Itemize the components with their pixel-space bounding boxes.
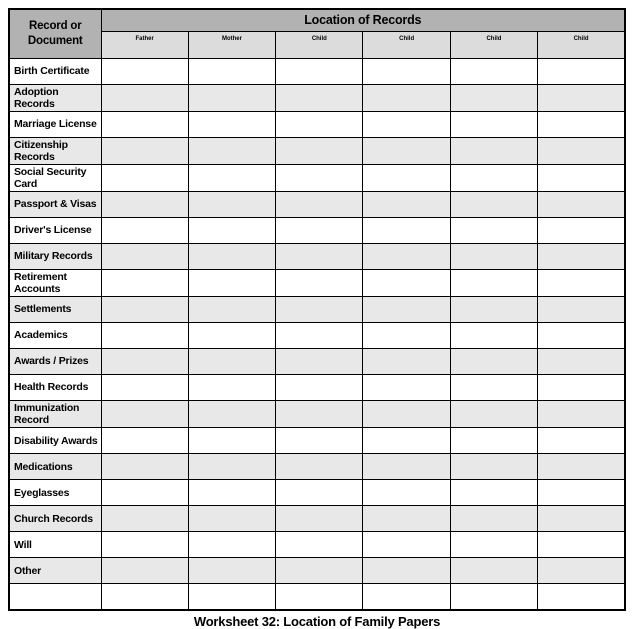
- record-label: Passport & Visas: [9, 191, 101, 217]
- table-row: [9, 454, 625, 480]
- record-location-cell[interactable]: [101, 480, 188, 506]
- record-location-cell[interactable]: [450, 243, 537, 269]
- record-location-cell[interactable]: [276, 480, 363, 506]
- record-label: Social Security Card: [9, 164, 101, 191]
- record-location-cell[interactable]: [276, 137, 363, 164]
- record-location-cell[interactable]: [276, 297, 363, 323]
- table-row: [9, 428, 625, 454]
- record-location-cell[interactable]: [276, 454, 363, 480]
- record-location-cell[interactable]: [101, 428, 188, 454]
- record-location-cell[interactable]: [101, 558, 188, 584]
- record-location-cell[interactable]: [188, 111, 275, 137]
- record-location-cell[interactable]: [450, 401, 537, 428]
- record-location-cell[interactable]: [538, 375, 625, 401]
- table-row: [9, 137, 625, 164]
- record-label: Medications: [9, 454, 101, 480]
- record-location-cell[interactable]: [538, 84, 625, 111]
- record-location-cell[interactable]: [188, 191, 275, 217]
- record-label: Immunization Record: [9, 401, 101, 428]
- record-location-cell[interactable]: [538, 349, 625, 375]
- record-location-cell[interactable]: [188, 217, 275, 243]
- record-location-cell[interactable]: [101, 506, 188, 532]
- record-location-cell[interactable]: [450, 84, 537, 111]
- record-location-cell[interactable]: [450, 137, 537, 164]
- record-location-cell[interactable]: [101, 349, 188, 375]
- record-or-document-header: Record or Document: [9, 9, 101, 58]
- record-location-cell[interactable]: [276, 243, 363, 269]
- record-location-cell[interactable]: [101, 217, 188, 243]
- record-location-cell[interactable]: [101, 323, 188, 349]
- table-row: [9, 480, 625, 506]
- record-location-cell[interactable]: [363, 584, 450, 610]
- record-location-cell[interactable]: [363, 84, 450, 111]
- column-header-row: [9, 31, 625, 58]
- record-location-cell[interactable]: [101, 297, 188, 323]
- record-location-cell[interactable]: [363, 454, 450, 480]
- record-location-cell[interactable]: [450, 297, 537, 323]
- location-of-records-header: Location of Records: [101, 9, 625, 31]
- record-location-cell[interactable]: [101, 84, 188, 111]
- record-location-cell[interactable]: [363, 111, 450, 137]
- table-row: [9, 584, 625, 610]
- table-row: [9, 297, 625, 323]
- record-location-cell[interactable]: [188, 58, 275, 84]
- record-location-cell[interactable]: [363, 297, 450, 323]
- record-location-cell[interactable]: [188, 532, 275, 558]
- record-location-cell[interactable]: [363, 375, 450, 401]
- record-location-cell[interactable]: [276, 506, 363, 532]
- record-location-cell[interactable]: [538, 401, 625, 428]
- record-label: Eyeglasses: [9, 480, 101, 506]
- record-location-cell[interactable]: [101, 454, 188, 480]
- record-location-cell[interactable]: [101, 191, 188, 217]
- table-row: [9, 84, 625, 111]
- record-label: Retirement Accounts: [9, 269, 101, 296]
- record-location-cell[interactable]: [450, 269, 537, 296]
- record-location-cell[interactable]: [188, 297, 275, 323]
- record-location-cell[interactable]: [538, 532, 625, 558]
- record-location-cell[interactable]: [363, 428, 450, 454]
- record-label: Disability Awards: [9, 428, 101, 454]
- record-location-cell[interactable]: [538, 164, 625, 191]
- record-location-cell[interactable]: [363, 506, 450, 532]
- record-location-cell[interactable]: [538, 191, 625, 217]
- table-row: [9, 349, 625, 375]
- record-location-cell[interactable]: [188, 323, 275, 349]
- table-row: [9, 191, 625, 217]
- column-header: Child: [450, 31, 537, 58]
- record-location-cell[interactable]: [450, 428, 537, 454]
- column-header: Mother: [188, 31, 275, 58]
- record-label: Awards / Prizes: [9, 349, 101, 375]
- record-location-cell[interactable]: [101, 269, 188, 296]
- record-location-cell[interactable]: [538, 217, 625, 243]
- record-location-cell[interactable]: [188, 269, 275, 296]
- record-location-cell[interactable]: [276, 375, 363, 401]
- record-location-cell[interactable]: [450, 558, 537, 584]
- record-location-cell[interactable]: [450, 584, 537, 610]
- record-location-cell[interactable]: [538, 137, 625, 164]
- table-row: [9, 243, 625, 269]
- record-location-cell[interactable]: [363, 323, 450, 349]
- column-header: Father: [101, 31, 188, 58]
- record-location-cell[interactable]: [188, 506, 275, 532]
- column-header: Child: [276, 31, 363, 58]
- record-location-cell[interactable]: [276, 84, 363, 111]
- record-location-cell[interactable]: [538, 506, 625, 532]
- record-location-cell[interactable]: [188, 137, 275, 164]
- record-location-cell[interactable]: [538, 58, 625, 84]
- record-location-cell[interactable]: [538, 584, 625, 610]
- table-row: [9, 217, 625, 243]
- record-location-cell[interactable]: [538, 428, 625, 454]
- record-location-cell[interactable]: [276, 164, 363, 191]
- record-location-cell[interactable]: [538, 297, 625, 323]
- record-location-cell[interactable]: [188, 401, 275, 428]
- record-location-cell[interactable]: [188, 584, 275, 610]
- record-label: Birth Certificate: [9, 58, 101, 84]
- header-row-top: [9, 9, 625, 31]
- record-location-cell[interactable]: [188, 480, 275, 506]
- record-label: Church Records: [9, 506, 101, 532]
- record-location-cell[interactable]: [363, 532, 450, 558]
- record-location-cell[interactable]: [188, 454, 275, 480]
- record-label: Academics: [9, 323, 101, 349]
- record-location-cell[interactable]: [538, 480, 625, 506]
- record-location-cell[interactable]: [276, 532, 363, 558]
- record-location-cell[interactable]: [276, 349, 363, 375]
- record-location-cell[interactable]: [450, 58, 537, 84]
- record-location-cell[interactable]: [363, 217, 450, 243]
- record-location-cell[interactable]: [276, 269, 363, 296]
- record-location-cell[interactable]: [450, 375, 537, 401]
- record-location-cell[interactable]: [363, 480, 450, 506]
- record-location-cell[interactable]: [363, 243, 450, 269]
- record-location-cell[interactable]: [363, 58, 450, 84]
- record-location-cell[interactable]: [538, 111, 625, 137]
- record-location-cell[interactable]: [363, 137, 450, 164]
- record-location-cell[interactable]: [101, 243, 188, 269]
- table-row: [9, 111, 625, 137]
- record-label: [9, 584, 101, 610]
- record-location-cell[interactable]: [101, 375, 188, 401]
- table-row: [9, 269, 625, 296]
- record-location-cell[interactable]: [101, 164, 188, 191]
- record-location-cell[interactable]: [450, 191, 537, 217]
- record-location-cell[interactable]: [450, 323, 537, 349]
- record-location-cell[interactable]: [101, 584, 188, 610]
- record-location-cell[interactable]: [538, 323, 625, 349]
- record-location-cell[interactable]: [188, 84, 275, 111]
- record-location-cell[interactable]: [450, 532, 537, 558]
- record-label: Driver's License: [9, 217, 101, 243]
- record-label: Health Records: [9, 375, 101, 401]
- record-label: Military Records: [9, 243, 101, 269]
- record-location-cell[interactable]: [276, 584, 363, 610]
- record-location-cell[interactable]: [450, 164, 537, 191]
- table-row: [9, 323, 625, 349]
- record-location-cell[interactable]: [538, 243, 625, 269]
- record-location-cell[interactable]: [188, 428, 275, 454]
- record-location-cell[interactable]: [276, 191, 363, 217]
- column-header: Child: [538, 31, 625, 58]
- table-row: [9, 401, 625, 428]
- table-row: [9, 164, 625, 191]
- record-location-cell[interactable]: [363, 401, 450, 428]
- record-location-cell[interactable]: [188, 375, 275, 401]
- record-location-cell[interactable]: [450, 349, 537, 375]
- record-location-cell[interactable]: [188, 558, 275, 584]
- record-location-cell[interactable]: [276, 428, 363, 454]
- record-location-cell[interactable]: [363, 269, 450, 296]
- record-location-cell[interactable]: [276, 323, 363, 349]
- record-location-cell[interactable]: [276, 558, 363, 584]
- record-location-cell[interactable]: [363, 349, 450, 375]
- table-body: [9, 58, 625, 610]
- record-location-cell[interactable]: [101, 111, 188, 137]
- record-location-cell[interactable]: [188, 349, 275, 375]
- family-records-table: [8, 8, 626, 611]
- record-location-cell[interactable]: [450, 506, 537, 532]
- record-location-cell[interactable]: [101, 58, 188, 84]
- record-location-cell[interactable]: [450, 111, 537, 137]
- record-location-cell[interactable]: [276, 217, 363, 243]
- record-location-cell[interactable]: [276, 58, 363, 84]
- record-location-cell[interactable]: [101, 532, 188, 558]
- record-location-cell[interactable]: [450, 480, 537, 506]
- table-row: [9, 375, 625, 401]
- record-location-cell[interactable]: [450, 217, 537, 243]
- record-location-cell[interactable]: [276, 401, 363, 428]
- record-location-cell[interactable]: [188, 164, 275, 191]
- record-label: Settlements: [9, 297, 101, 323]
- record-location-cell[interactable]: [363, 164, 450, 191]
- record-location-cell[interactable]: [538, 558, 625, 584]
- record-location-cell[interactable]: [538, 454, 625, 480]
- table-row: [9, 506, 625, 532]
- table-header: [9, 9, 625, 58]
- record-location-cell[interactable]: [188, 243, 275, 269]
- record-label: Citizenship Records: [9, 137, 101, 164]
- record-location-cell[interactable]: [101, 401, 188, 428]
- record-label: Other: [9, 558, 101, 584]
- record-location-cell[interactable]: [101, 137, 188, 164]
- record-label: Will: [9, 532, 101, 558]
- record-location-cell[interactable]: [363, 558, 450, 584]
- table-row: [9, 558, 625, 584]
- table-row: [9, 58, 625, 84]
- record-location-cell[interactable]: [363, 191, 450, 217]
- table-row: [9, 532, 625, 558]
- record-location-cell[interactable]: [276, 111, 363, 137]
- record-location-cell[interactable]: [538, 269, 625, 296]
- record-location-cell[interactable]: [450, 454, 537, 480]
- record-label: Adoption Records: [9, 84, 101, 111]
- column-header: Child: [363, 31, 450, 58]
- worksheet-caption: Worksheet 32: Location of Family Papers: [193, 613, 441, 629]
- record-label: Marriage License: [9, 111, 101, 137]
